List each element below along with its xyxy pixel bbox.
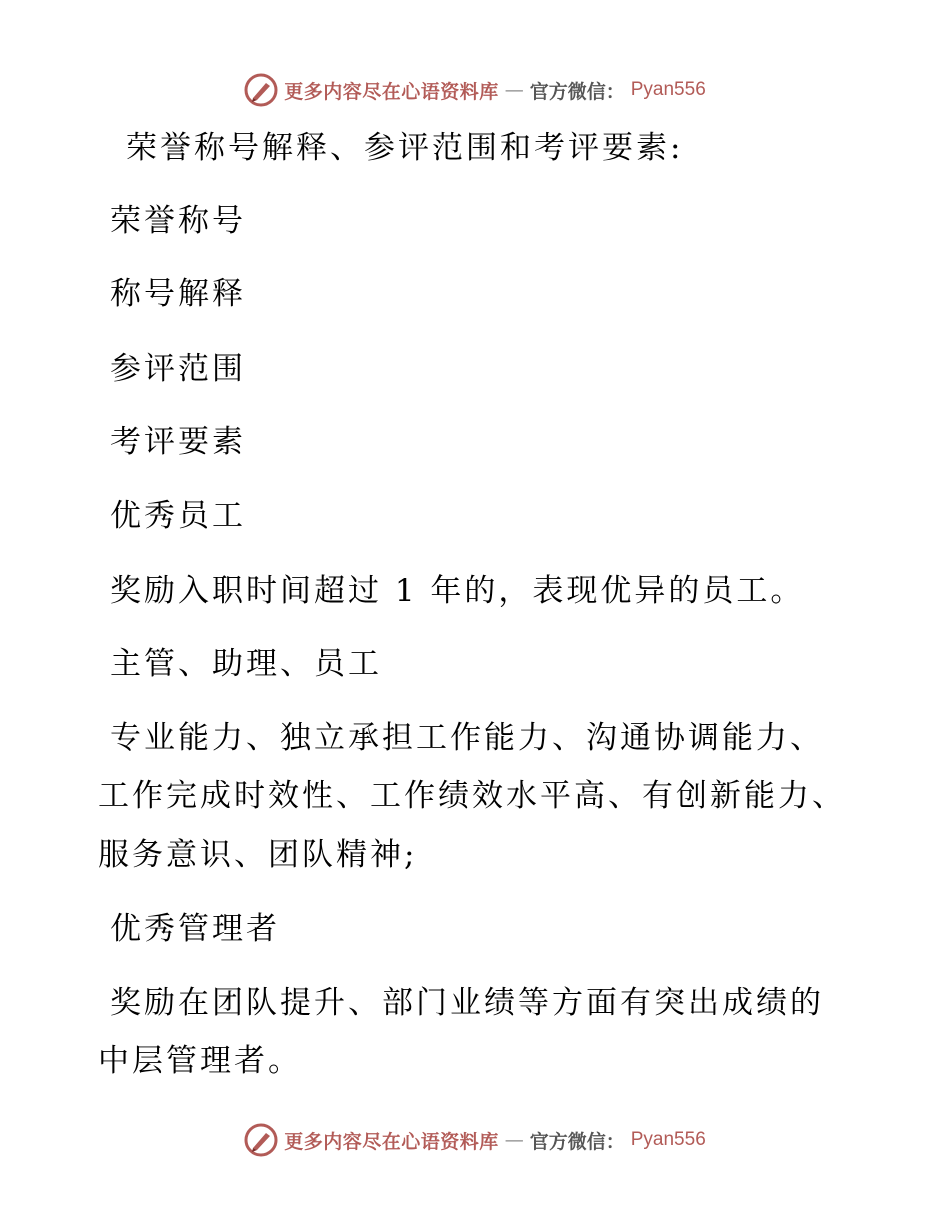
document-heading: 荣誉称号解释、参评范围和考评要素:: [126, 130, 684, 166]
text-line: 考评要素: [110, 424, 246, 460]
watermark-text: 更多内容尽在心语资料库: [284, 1130, 499, 1153]
pen-logo-icon: [244, 73, 278, 107]
text-line: 中层管理者。: [98, 1043, 302, 1079]
pen-logo-icon: [244, 1123, 278, 1157]
text-line: 优秀员工: [110, 498, 246, 534]
text-line: 称号解释: [110, 276, 246, 312]
text-line: 工作完成时效性、工作绩效水平高、有创新能力、: [98, 778, 846, 814]
watermark-separator: —: [504, 1129, 524, 1151]
text-line: 专业能力、独立承担工作能力、沟通协调能力、: [110, 720, 824, 756]
text-line: 荣誉称号: [110, 203, 246, 239]
footer-watermark: [0, 1120, 950, 1160]
watermark-separator: —: [504, 79, 524, 101]
watermark-id: Pyan556: [630, 79, 706, 100]
watermark-label: 官方微信：: [529, 1130, 625, 1153]
watermark-text: 更多内容尽在心语资料库: [284, 80, 499, 103]
watermark-id: Pyan556: [630, 1129, 706, 1150]
text-line: 奖励入职时间超过 1 年的，表现优异的员工。: [110, 573, 805, 609]
header-watermark: [0, 70, 950, 110]
text-line: 主管、助理、员工: [110, 646, 382, 682]
text-line: 参评范围: [110, 351, 246, 387]
text-line: 优秀管理者: [110, 911, 280, 947]
text-line: 奖励在团队提升、部门业绩等方面有突出成绩的: [110, 985, 824, 1021]
text-line: 服务意识、团队精神;: [98, 837, 418, 873]
watermark-label: 官方微信：: [529, 80, 625, 103]
